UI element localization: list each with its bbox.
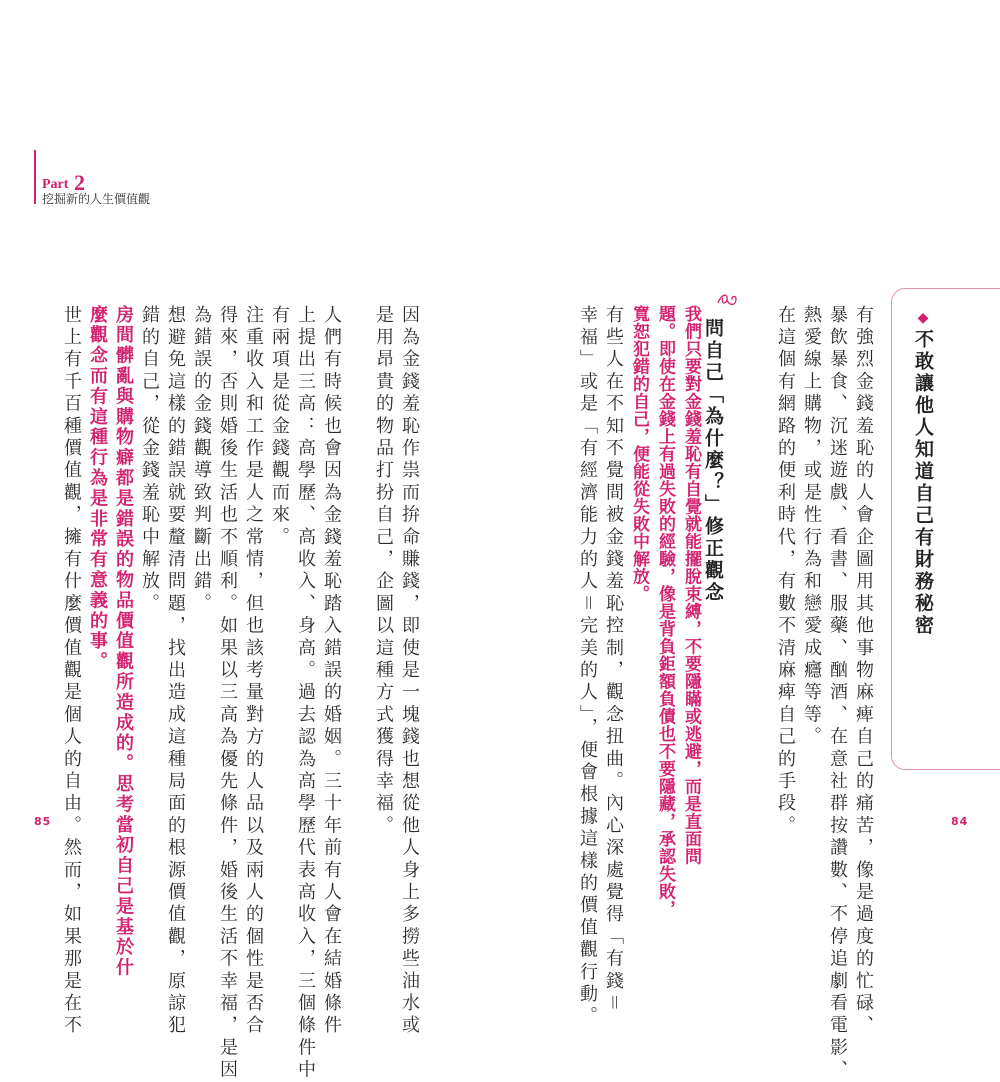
page-number-left: 85 (34, 815, 52, 828)
page-number-right: 84 (951, 815, 969, 828)
body-line: 有些人在不知不覺間被金錢羞恥控制，觀念扭曲。內心深處覺得「有錢＝ (603, 305, 624, 1016)
highlight-line: 我們只要對金錢羞恥有自覺就能擺脫束縛，不要隱瞞或逃避，而是直面問 (681, 305, 701, 865)
body-line: 因為金錢羞恥作祟而拚命賺錢，即使是一塊錢也想從他人身上多撈些油水或 (399, 305, 420, 1038)
body-line: 熱愛線上購物，或是性行為和戀愛成癮等等。 (801, 305, 822, 749)
body-line: 錯的自己，從金錢羞恥中解放。 (139, 305, 160, 616)
section-heading: 問自己「為什麼？」修正觀念 (702, 318, 724, 604)
body-line: 想避免這樣的錯誤就要釐清問題，找出造成這種局面的根源價值觀，原諒犯 (165, 305, 186, 1038)
body-line: 世上有千百種價值觀，擁有什麼價值觀是個人的自由。然而，如果那是在不 (61, 305, 82, 1038)
body-line: 有強烈金錢羞恥的人會企圖用其他事物麻痺自己的痛苦，像是過度的忙碌、 (853, 305, 874, 1038)
body-line: 人們有時候也會因為金錢羞恥踏入錯誤的婚姻。三十年前有人會在結婚條件 (321, 305, 342, 1038)
highlight-line: 麼觀念而有這種行為是非常有意義的事。 (87, 305, 108, 673)
sidebar-title (910, 310, 937, 637)
body-line: 上提出三高：高學歷、高收入、身高。過去認為高學歷代表高收入，三個條件中 (295, 305, 316, 1082)
part-number: 2 (73, 170, 85, 195)
part-subtitle: 挖掘新的人生價值觀 (42, 192, 151, 206)
part-label: Part (42, 177, 69, 192)
body-line: 在這個有網路的便利時代，有數不清麻痺自己的手段。 (775, 305, 796, 838)
body-line: 得來，否則婚後生活也不順利。如果以三高為優先條件，婚後生活不幸福，是因 (217, 305, 238, 1082)
body-line: 注重收入和工作是人之常情，但也該考量對方的人品以及兩人的個性是否合 (243, 305, 264, 1038)
flourish-icon (714, 287, 740, 313)
body-line: 是用昂貴的物品打扮自己，企圖以這種方式獲得幸福。 (373, 305, 394, 838)
highlight-line: 房間髒亂與購物癖都是錯誤的物品價值觀所造成的。思考當初自己是基於什 (113, 305, 134, 979)
body-line: 暴飲暴食、沉迷遊戲、看書、服藥、酗酒、在意社群按讚數、不停追劇看電影、 (827, 305, 848, 1082)
body-line: 有兩項是從金錢觀而來。 (269, 305, 290, 550)
highlight-line: 題。即使在金錢上有過失敗的經驗，像是背負鉅額負債也不要隱藏，承認失敗， (655, 305, 675, 918)
sidebar-title-text: 不敢讓他人知道自己有財務秘密 (912, 329, 934, 637)
body-line: 為錯誤的金錢觀導致判斷出錯。 (191, 305, 212, 616)
body-line: 幸福」或是「有經濟能力的人＝完美的人」，便會根據這樣的價值觀行動。 (577, 305, 598, 1029)
highlight-line: 寬恕犯錯的自己，便能從失敗中解放。 (629, 305, 649, 603)
part-accent-bar (34, 150, 36, 204)
sidebar-box (891, 288, 1000, 770)
diamond-icon: ◆ (915, 310, 931, 329)
